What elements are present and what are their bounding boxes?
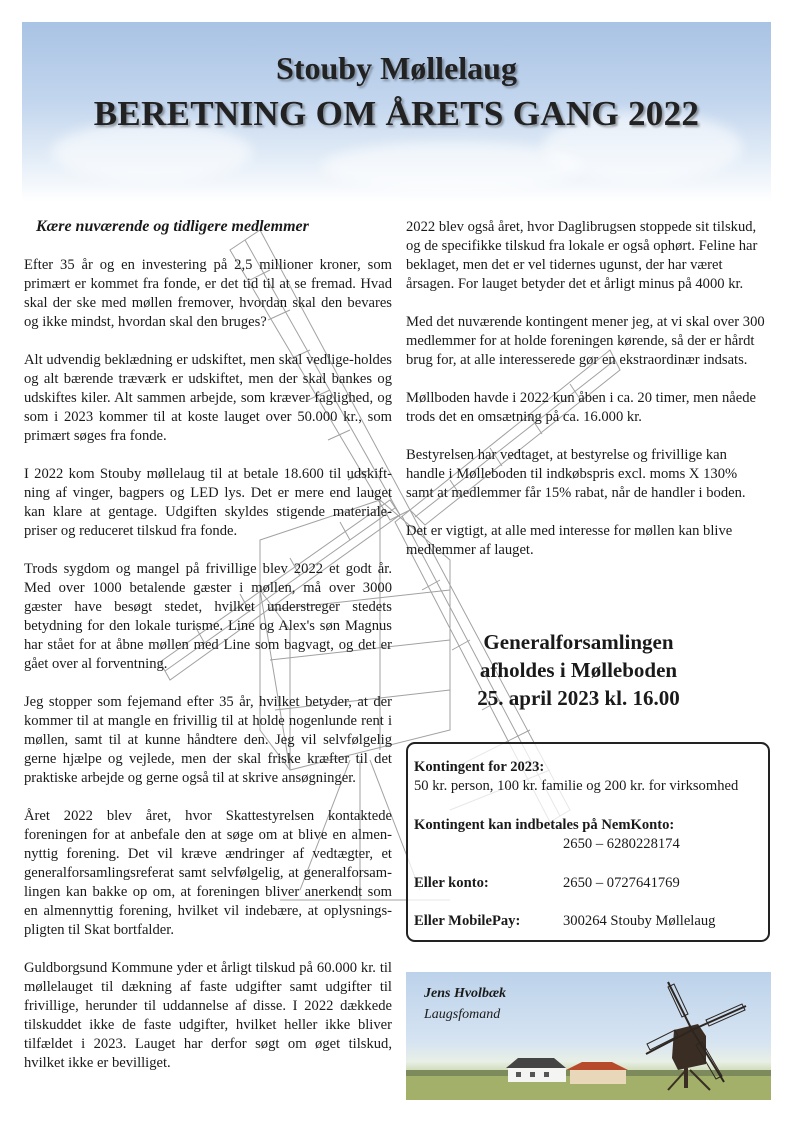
- paragraph: I 2022 kom Stouby møllelaug til at betale 18.600 til udskift-ning af vinger, bagpers og LED lys. Det er mere end lauget kan klare at gentage. Udgiften skyldes stigende materiale-priser og reduceret tilskud fra fonde.: [24, 466, 392, 539]
- paragraph: Året 2022 blev året, hvor Skattestyrelsen kontaktede foreningen for at anbefale den at søge om at blive en almen-nyttig forening. Det vil kræve ændringer af vedtægter, et generalforsamlingsreferat samt selvfølgelig, at generalforsam-lingen kan bakke op om, at foreningen bliver anerkendt som en almennyttig forening, hvilket vil indebære, at oplysnings-pligten til Skat bortfalder.: [24, 808, 392, 938]
- paragraph: 2022 blev også året, hvor Daglibrugsen stoppede sit tilskud, og de specifikke tilskud fra lokale er også ophørt. Feline har beklaget, men det er vel tidernes ugunst, der har været årsagen. For lauget betyder det et årligt minus på 4000 kr.: [406, 219, 758, 292]
- general-assembly-announcement: [406, 628, 751, 712]
- paragraph: Alt udvendig beklædning er udskiftet, men skal vedlige-holdes og alt bærende træværk er udskiftet, men der skal bankes og udskiftes kiler. Alt sammen arbejde, som kræver faglighed, og som i 2023 kommer til at koste lauget over 50.000 kr., som primært søges fra fonde.: [24, 352, 392, 444]
- membership-fee-box: [406, 742, 770, 942]
- nemkonto-number: 2650 – 6280228174: [563, 836, 680, 852]
- paragraph: Jeg stopper som fejemand efter 35 år, hvilket betyder, at der kommer til at mangle en frivillig til at holde nogenlunde rent i møllen, samt til at kunne håndtere den. Jeg vil selvfølgelig gerne hjælpe og vejlede, men der skal friske kræfter til det praktiske arbejde og gerne også til at skrive ansøgninger.: [24, 694, 392, 786]
- paragraph: Bestyrelsen har vedtaget, at bestyrelse og frivillige kan handle i Mølleboden til indkøbspris excl. moms X 130% samt at medlemmer får 15% rabat, når de handler i boden.: [406, 447, 746, 501]
- mobilepay-label: Eller MobilePay:: [414, 913, 521, 929]
- left-column: [24, 256, 392, 1092]
- fee-prices: 50 kr. person, 100 kr. familie og 200 kr. for virksomhed: [414, 778, 739, 794]
- konto-label: Eller konto:: [414, 875, 489, 891]
- paragraph: Det er vigtigt, at alle med interesse for møllen kan blive medlemmer af lauget.: [406, 523, 733, 558]
- right-column: [406, 218, 766, 579]
- announcement-line: afholdes i Mølleboden: [479, 658, 678, 682]
- announcement-date: 25. april 2023 kl. 16.00: [477, 686, 680, 710]
- paragraph: Guldborgsund Kommune yder et årligt tilskud på 60.000 kr. til møllelauget til dækning af faste udgifter samt udgifter til frivillige, herunder til uddannelse af disse. I 2022 dækkede tilskuddet ikke de faste udgifter, hvilket heller ikke bliver tilfældet i 2023. Lauget har derfor søgt om øget tilskud, hvilket ikke er bevilliget.: [24, 960, 392, 1071]
- konto-number: 2650 – 0727641769: [563, 875, 680, 891]
- paragraph: Med det nuværende kontingent mener jeg, at vi skal over 300 medlemmer for at holde foreningen kørende, så der er hårdt brug for, at alle interesserede gør en ekstraordinær indsats.: [406, 314, 765, 368]
- greeting-heading: Kære nuværende og tidligere medlemmer: [36, 218, 309, 235]
- header-banner: [22, 22, 771, 202]
- nemkonto-label: Kontingent kan indbetales på NemKonto:: [414, 817, 675, 833]
- page-title: Stouby Møllelaug: [276, 50, 517, 86]
- paragraph: Møllboden havde i 2022 kun åben i ca. 20 timer, men nåede trods det en omsætning på ca. 16.000 kr.: [406, 390, 756, 425]
- paragraph: Efter 35 år og en investering på 2,5 millioner kroner, som primært er kommet fra fonde, er det tid til at se fremad. Hvad skal der ske med møllen fremover, hvordan skal den bevares og ikke mindst, hvordan skal den bruges?: [24, 257, 392, 330]
- fee-title: Kontingent for 2023:: [414, 759, 545, 775]
- paragraph: Trods sygdom og mangel på frivillige blev 2022 et godt år. Med over 1000 betalende gæster i møllen, må over 3000 gæster have besøgt stedet, hvilket understreger stedets betydning for den lokale turisme. Line og Alex's søn Magnus har stået for at åbne møllen med Line som bagvagt, og det er gået over al forventning.: [24, 561, 392, 672]
- announcement-line: Generalforsamlingen: [483, 630, 674, 654]
- mobilepay-number: 300264 Stouby Møllelaug: [563, 913, 716, 929]
- signature-role: Laugsfomand: [424, 1007, 501, 1022]
- signature-name: Jens Hvolbæk: [424, 986, 507, 1001]
- page-subtitle: BERETNING OM ÅRETS GANG 2022: [93, 94, 700, 133]
- windmill-photo: [406, 972, 771, 1100]
